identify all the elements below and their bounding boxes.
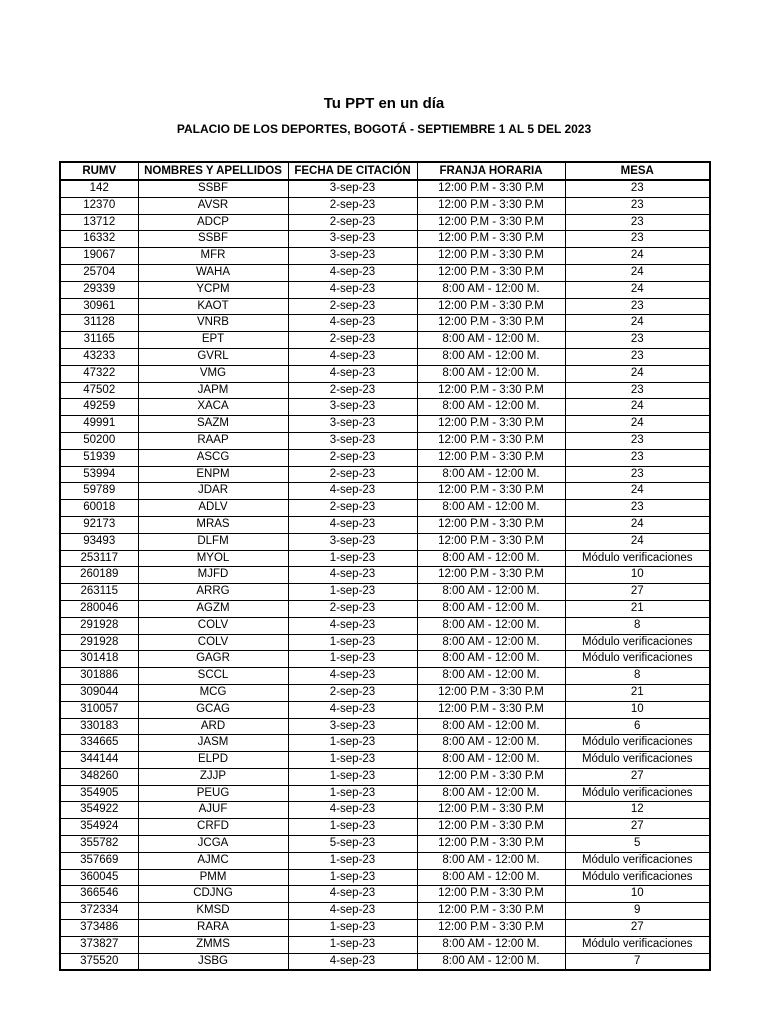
table-row xyxy=(60,365,710,382)
cell-franja: 12:00 P.M - 3:30 P.M xyxy=(417,903,565,920)
cell-fecha: 3-sep-23 xyxy=(288,399,417,416)
table-row xyxy=(60,281,710,298)
cell-nombre: YCPM xyxy=(138,281,288,298)
cell-rumv: 142 xyxy=(60,180,138,197)
cell-nombre: COLV xyxy=(138,634,288,651)
cell-franja: 12:00 P.M - 3:30 P.M xyxy=(417,214,565,231)
cell-mesa: 24 xyxy=(565,315,710,332)
cell-mesa: Módulo verificaciones xyxy=(565,735,710,752)
cell-mesa: 24 xyxy=(565,399,710,416)
cell-fecha: 2-sep-23 xyxy=(288,197,417,214)
cell-rumv: 59789 xyxy=(60,483,138,500)
cell-rumv: 30961 xyxy=(60,298,138,315)
cell-fecha: 1-sep-23 xyxy=(288,819,417,836)
cell-fecha: 3-sep-23 xyxy=(288,416,417,433)
table-row xyxy=(60,920,710,937)
cell-nombre: RAAP xyxy=(138,432,288,449)
table-row xyxy=(60,768,710,785)
cell-nombre: WAHA xyxy=(138,264,288,281)
cell-franja: 12:00 P.M - 3:30 P.M xyxy=(417,315,565,332)
cell-fecha: 3-sep-23 xyxy=(288,231,417,248)
cell-franja: 12:00 P.M - 3:30 P.M xyxy=(417,836,565,853)
cell-nombre: ADCP xyxy=(138,214,288,231)
cell-fecha: 4-sep-23 xyxy=(288,264,417,281)
cell-nombre: MFR xyxy=(138,248,288,265)
table-row xyxy=(60,416,710,433)
cell-rumv: 301418 xyxy=(60,651,138,668)
cell-franja: 8:00 AM - 12:00 M. xyxy=(417,852,565,869)
cell-mesa: 27 xyxy=(565,584,710,601)
cell-mesa: 10 xyxy=(565,701,710,718)
table-row xyxy=(60,953,710,970)
header-franja: FRANJA HORARIA xyxy=(417,162,565,180)
cell-rumv: 301886 xyxy=(60,668,138,685)
cell-rumv: 13712 xyxy=(60,214,138,231)
table-row xyxy=(60,718,710,735)
cell-mesa: 23 xyxy=(565,382,710,399)
cell-fecha: 3-sep-23 xyxy=(288,718,417,735)
cell-franja: 8:00 AM - 12:00 M. xyxy=(417,953,565,970)
cell-fecha: 3-sep-23 xyxy=(288,533,417,550)
cell-mesa: Módulo verificaciones xyxy=(565,550,710,567)
table-row xyxy=(60,684,710,701)
cell-nombre: PMM xyxy=(138,869,288,886)
cell-mesa: 23 xyxy=(565,432,710,449)
cell-mesa: 23 xyxy=(565,348,710,365)
cell-nombre: MJFD xyxy=(138,567,288,584)
cell-rumv: 366546 xyxy=(60,886,138,903)
cell-fecha: 2-sep-23 xyxy=(288,600,417,617)
cell-nombre: SSBF xyxy=(138,231,288,248)
cell-franja: 8:00 AM - 12:00 M. xyxy=(417,785,565,802)
cell-mesa: 23 xyxy=(565,214,710,231)
cell-mesa: 12 xyxy=(565,802,710,819)
cell-nombre: AVSR xyxy=(138,197,288,214)
cell-rumv: 29339 xyxy=(60,281,138,298)
cell-mesa: Módulo verificaciones xyxy=(565,936,710,953)
cell-franja: 12:00 P.M - 3:30 P.M xyxy=(417,231,565,248)
cell-mesa: 23 xyxy=(565,332,710,349)
cell-nombre: AJMC xyxy=(138,852,288,869)
cell-nombre: VMG xyxy=(138,365,288,382)
table-row xyxy=(60,516,710,533)
table-row xyxy=(60,735,710,752)
table-row xyxy=(60,802,710,819)
cell-rumv: 357669 xyxy=(60,852,138,869)
cell-nombre: ELPD xyxy=(138,752,288,769)
cell-franja: 12:00 P.M - 3:30 P.M xyxy=(417,298,565,315)
cell-rumv: 291928 xyxy=(60,617,138,634)
table-row xyxy=(60,298,710,315)
table-row xyxy=(60,852,710,869)
table-row xyxy=(60,180,710,197)
cell-franja: 8:00 AM - 12:00 M. xyxy=(417,332,565,349)
table-row xyxy=(60,533,710,550)
table-row xyxy=(60,886,710,903)
cell-rumv: 12370 xyxy=(60,197,138,214)
table-row xyxy=(60,869,710,886)
cell-rumv: 25704 xyxy=(60,264,138,281)
cell-rumv: 49991 xyxy=(60,416,138,433)
cell-franja: 8:00 AM - 12:00 M. xyxy=(417,718,565,735)
cell-rumv: 43233 xyxy=(60,348,138,365)
table-row xyxy=(60,315,710,332)
table-row xyxy=(60,432,710,449)
header-mesa: MESA xyxy=(565,162,710,180)
cell-nombre: COLV xyxy=(138,617,288,634)
cell-mesa: Módulo verificaciones xyxy=(565,752,710,769)
cell-rumv: 263115 xyxy=(60,584,138,601)
table-row xyxy=(60,332,710,349)
table-row xyxy=(60,567,710,584)
cell-mesa: 21 xyxy=(565,684,710,701)
table-row xyxy=(60,500,710,517)
cell-rumv: 31128 xyxy=(60,315,138,332)
cell-fecha: 1-sep-23 xyxy=(288,852,417,869)
cell-fecha: 4-sep-23 xyxy=(288,668,417,685)
cell-franja: 12:00 P.M - 3:30 P.M xyxy=(417,802,565,819)
cell-mesa: Módulo verificaciones xyxy=(565,651,710,668)
table-row xyxy=(60,634,710,651)
cell-nombre: VNRB xyxy=(138,315,288,332)
cell-nombre: AGZM xyxy=(138,600,288,617)
cell-fecha: 1-sep-23 xyxy=(288,936,417,953)
cell-rumv: 373486 xyxy=(60,920,138,937)
cell-franja: 12:00 P.M - 3:30 P.M xyxy=(417,701,565,718)
cell-franja: 12:00 P.M - 3:30 P.M xyxy=(417,483,565,500)
cell-mesa: 24 xyxy=(565,281,710,298)
cell-nombre: SCCL xyxy=(138,668,288,685)
table-body xyxy=(60,180,710,970)
cell-fecha: 2-sep-23 xyxy=(288,214,417,231)
appointments-table xyxy=(59,161,711,971)
document-title: Tu PPT en un día xyxy=(323,95,445,112)
cell-franja: 8:00 AM - 12:00 M. xyxy=(417,399,565,416)
cell-mesa: 24 xyxy=(565,365,710,382)
cell-nombre: JSBG xyxy=(138,953,288,970)
cell-rumv: 53994 xyxy=(60,466,138,483)
cell-nombre: MCG xyxy=(138,684,288,701)
cell-mesa: 23 xyxy=(565,197,710,214)
cell-franja: 12:00 P.M - 3:30 P.M xyxy=(417,449,565,466)
cell-rumv: 355782 xyxy=(60,836,138,853)
cell-nombre: GVRL xyxy=(138,348,288,365)
cell-nombre: MYOL xyxy=(138,550,288,567)
cell-mesa: 24 xyxy=(565,533,710,550)
cell-nombre: ASCG xyxy=(138,449,288,466)
table-row xyxy=(60,936,710,953)
cell-fecha: 3-sep-23 xyxy=(288,432,417,449)
table-row xyxy=(60,550,710,567)
cell-mesa: 24 xyxy=(565,483,710,500)
table-row xyxy=(60,449,710,466)
cell-franja: 8:00 AM - 12:00 M. xyxy=(417,365,565,382)
cell-fecha: 1-sep-23 xyxy=(288,735,417,752)
cell-rumv: 334665 xyxy=(60,735,138,752)
cell-franja: 8:00 AM - 12:00 M. xyxy=(417,600,565,617)
cell-nombre: SAZM xyxy=(138,416,288,433)
cell-nombre: CRFD xyxy=(138,819,288,836)
cell-mesa: 24 xyxy=(565,416,710,433)
cell-fecha: 4-sep-23 xyxy=(288,886,417,903)
cell-nombre: JAPM xyxy=(138,382,288,399)
cell-rumv: 47322 xyxy=(60,365,138,382)
table-row xyxy=(60,600,710,617)
cell-franja: 8:00 AM - 12:00 M. xyxy=(417,869,565,886)
cell-nombre: PEUG xyxy=(138,785,288,802)
cell-franja: 12:00 P.M - 3:30 P.M xyxy=(417,886,565,903)
table-row xyxy=(60,348,710,365)
cell-nombre: ENPM xyxy=(138,466,288,483)
cell-mesa: 24 xyxy=(565,516,710,533)
cell-rumv: 354924 xyxy=(60,819,138,836)
cell-mesa: 23 xyxy=(565,231,710,248)
cell-mesa: Módulo verificaciones xyxy=(565,869,710,886)
table-row xyxy=(60,752,710,769)
table-row xyxy=(60,617,710,634)
cell-franja: 12:00 P.M - 3:30 P.M xyxy=(417,567,565,584)
cell-franja: 12:00 P.M - 3:30 P.M xyxy=(417,416,565,433)
table-row xyxy=(60,248,710,265)
cell-mesa: 23 xyxy=(565,449,710,466)
cell-nombre: JCGA xyxy=(138,836,288,853)
cell-nombre: ARRG xyxy=(138,584,288,601)
cell-franja: 8:00 AM - 12:00 M. xyxy=(417,617,565,634)
cell-nombre: CDJNG xyxy=(138,886,288,903)
cell-nombre: JDAR xyxy=(138,483,288,500)
cell-mesa: 23 xyxy=(565,466,710,483)
cell-franja: 8:00 AM - 12:00 M. xyxy=(417,668,565,685)
cell-rumv: 253117 xyxy=(60,550,138,567)
cell-fecha: 1-sep-23 xyxy=(288,550,417,567)
cell-fecha: 5-sep-23 xyxy=(288,836,417,853)
cell-mesa: 21 xyxy=(565,600,710,617)
cell-rumv: 354905 xyxy=(60,785,138,802)
cell-nombre: GAGR xyxy=(138,651,288,668)
cell-mesa: 23 xyxy=(565,180,710,197)
cell-mesa: 27 xyxy=(565,819,710,836)
table-row xyxy=(60,197,710,214)
cell-mesa: 23 xyxy=(565,298,710,315)
table-row xyxy=(60,483,710,500)
cell-nombre: KMSD xyxy=(138,903,288,920)
cell-fecha: 4-sep-23 xyxy=(288,348,417,365)
cell-fecha: 4-sep-23 xyxy=(288,516,417,533)
cell-mesa: 27 xyxy=(565,920,710,937)
cell-franja: 8:00 AM - 12:00 M. xyxy=(417,281,565,298)
cell-nombre: GCAG xyxy=(138,701,288,718)
header-fecha: FECHA DE CITACIÓN xyxy=(288,162,417,180)
table-row xyxy=(60,701,710,718)
cell-nombre: RARA xyxy=(138,920,288,937)
cell-mesa: Módulo verificaciones xyxy=(565,785,710,802)
cell-franja: 12:00 P.M - 3:30 P.M xyxy=(417,920,565,937)
cell-fecha: 1-sep-23 xyxy=(288,785,417,802)
cell-franja: 8:00 AM - 12:00 M. xyxy=(417,752,565,769)
cell-mesa: 7 xyxy=(565,953,710,970)
table-header-row xyxy=(60,162,710,180)
cell-rumv: 330183 xyxy=(60,718,138,735)
cell-rumv: 344144 xyxy=(60,752,138,769)
cell-rumv: 354922 xyxy=(60,802,138,819)
cell-franja: 12:00 P.M - 3:30 P.M xyxy=(417,768,565,785)
cell-rumv: 16332 xyxy=(60,231,138,248)
cell-mesa: 9 xyxy=(565,903,710,920)
cell-fecha: 4-sep-23 xyxy=(288,903,417,920)
cell-fecha: 4-sep-23 xyxy=(288,567,417,584)
cell-rumv: 50200 xyxy=(60,432,138,449)
cell-fecha: 4-sep-23 xyxy=(288,701,417,718)
cell-nombre: ZMMS xyxy=(138,936,288,953)
cell-nombre: KAOT xyxy=(138,298,288,315)
cell-fecha: 2-sep-23 xyxy=(288,382,417,399)
cell-rumv: 291928 xyxy=(60,634,138,651)
cell-franja: 12:00 P.M - 3:30 P.M xyxy=(417,180,565,197)
table-row xyxy=(60,903,710,920)
cell-fecha: 1-sep-23 xyxy=(288,752,417,769)
cell-fecha: 4-sep-23 xyxy=(288,953,417,970)
table-row xyxy=(60,836,710,853)
cell-franja: 8:00 AM - 12:00 M. xyxy=(417,550,565,567)
table-row xyxy=(60,785,710,802)
cell-mesa: 6 xyxy=(565,718,710,735)
cell-rumv: 280046 xyxy=(60,600,138,617)
cell-nombre: SSBF xyxy=(138,180,288,197)
cell-mesa: Módulo verificaciones xyxy=(565,634,710,651)
cell-fecha: 4-sep-23 xyxy=(288,315,417,332)
cell-nombre: AJUF xyxy=(138,802,288,819)
cell-franja: 12:00 P.M - 3:30 P.M xyxy=(417,432,565,449)
cell-nombre: ZJJP xyxy=(138,768,288,785)
cell-nombre: EPT xyxy=(138,332,288,349)
cell-rumv: 373827 xyxy=(60,936,138,953)
document-subtitle: PALACIO DE LOS DEPORTES, BOGOTÁ - SEPTIEMBRE 1 AL 5 DEL 2023 xyxy=(176,122,592,136)
cell-fecha: 1-sep-23 xyxy=(288,634,417,651)
table-row xyxy=(60,819,710,836)
table-row xyxy=(60,214,710,231)
cell-nombre: ARD xyxy=(138,718,288,735)
table-row xyxy=(60,231,710,248)
cell-franja: 12:00 P.M - 3:30 P.M xyxy=(417,248,565,265)
cell-rumv: 60018 xyxy=(60,500,138,517)
cell-franja: 8:00 AM - 12:00 M. xyxy=(417,500,565,517)
cell-franja: 8:00 AM - 12:00 M. xyxy=(417,634,565,651)
table-row xyxy=(60,466,710,483)
cell-franja: 8:00 AM - 12:00 M. xyxy=(417,584,565,601)
cell-fecha: 2-sep-23 xyxy=(288,500,417,517)
cell-rumv: 309044 xyxy=(60,684,138,701)
cell-nombre: ADLV xyxy=(138,500,288,517)
cell-mesa: Módulo verificaciones xyxy=(565,852,710,869)
table-row xyxy=(60,264,710,281)
header-nombres: NOMBRES Y APELLIDOS xyxy=(138,162,288,180)
cell-franja: 8:00 AM - 12:00 M. xyxy=(417,735,565,752)
cell-rumv: 19067 xyxy=(60,248,138,265)
cell-fecha: 4-sep-23 xyxy=(288,802,417,819)
cell-franja: 8:00 AM - 12:00 M. xyxy=(417,651,565,668)
header-rumv: RUMV xyxy=(60,162,138,180)
cell-rumv: 93493 xyxy=(60,533,138,550)
table-row xyxy=(60,668,710,685)
cell-fecha: 4-sep-23 xyxy=(288,365,417,382)
cell-rumv: 92173 xyxy=(60,516,138,533)
cell-fecha: 3-sep-23 xyxy=(288,248,417,265)
cell-rumv: 49259 xyxy=(60,399,138,416)
cell-fecha: 4-sep-23 xyxy=(288,483,417,500)
cell-rumv: 51939 xyxy=(60,449,138,466)
cell-rumv: 47502 xyxy=(60,382,138,399)
cell-nombre: XACA xyxy=(138,399,288,416)
cell-nombre: DLFM xyxy=(138,533,288,550)
cell-fecha: 1-sep-23 xyxy=(288,768,417,785)
cell-nombre: JASM xyxy=(138,735,288,752)
cell-rumv: 310057 xyxy=(60,701,138,718)
cell-rumv: 260189 xyxy=(60,567,138,584)
table-row xyxy=(60,584,710,601)
cell-mesa: 8 xyxy=(565,617,710,634)
cell-mesa: 5 xyxy=(565,836,710,853)
cell-franja: 8:00 AM - 12:00 M. xyxy=(417,348,565,365)
cell-fecha: 2-sep-23 xyxy=(288,466,417,483)
cell-fecha: 2-sep-23 xyxy=(288,332,417,349)
cell-rumv: 348260 xyxy=(60,768,138,785)
cell-fecha: 4-sep-23 xyxy=(288,617,417,634)
cell-fecha: 2-sep-23 xyxy=(288,298,417,315)
cell-fecha: 4-sep-23 xyxy=(288,281,417,298)
cell-franja: 12:00 P.M - 3:30 P.M xyxy=(417,382,565,399)
cell-fecha: 1-sep-23 xyxy=(288,651,417,668)
cell-mesa: 8 xyxy=(565,668,710,685)
cell-franja: 12:00 P.M - 3:30 P.M xyxy=(417,819,565,836)
cell-fecha: 1-sep-23 xyxy=(288,584,417,601)
cell-franja: 8:00 AM - 12:00 M. xyxy=(417,936,565,953)
cell-mesa: 23 xyxy=(565,500,710,517)
cell-franja: 12:00 P.M - 3:30 P.M xyxy=(417,264,565,281)
cell-fecha: 1-sep-23 xyxy=(288,920,417,937)
cell-franja: 12:00 P.M - 3:30 P.M xyxy=(417,684,565,701)
cell-fecha: 1-sep-23 xyxy=(288,869,417,886)
cell-mesa: 27 xyxy=(565,768,710,785)
cell-franja: 12:00 P.M - 3:30 P.M xyxy=(417,533,565,550)
cell-franja: 12:00 P.M - 3:30 P.M xyxy=(417,516,565,533)
cell-rumv: 375520 xyxy=(60,953,138,970)
cell-nombre: MRAS xyxy=(138,516,288,533)
table-row xyxy=(60,382,710,399)
cell-rumv: 372334 xyxy=(60,903,138,920)
table-row xyxy=(60,399,710,416)
table-row xyxy=(60,651,710,668)
cell-franja: 12:00 P.M - 3:30 P.M xyxy=(417,197,565,214)
cell-mesa: 24 xyxy=(565,248,710,265)
cell-fecha: 3-sep-23 xyxy=(288,180,417,197)
cell-fecha: 2-sep-23 xyxy=(288,449,417,466)
cell-fecha: 2-sep-23 xyxy=(288,684,417,701)
cell-rumv: 31165 xyxy=(60,332,138,349)
cell-franja: 8:00 AM - 12:00 M. xyxy=(417,466,565,483)
cell-rumv: 360045 xyxy=(60,869,138,886)
cell-mesa: 24 xyxy=(565,264,710,281)
cell-mesa: 10 xyxy=(565,567,710,584)
cell-mesa: 10 xyxy=(565,886,710,903)
